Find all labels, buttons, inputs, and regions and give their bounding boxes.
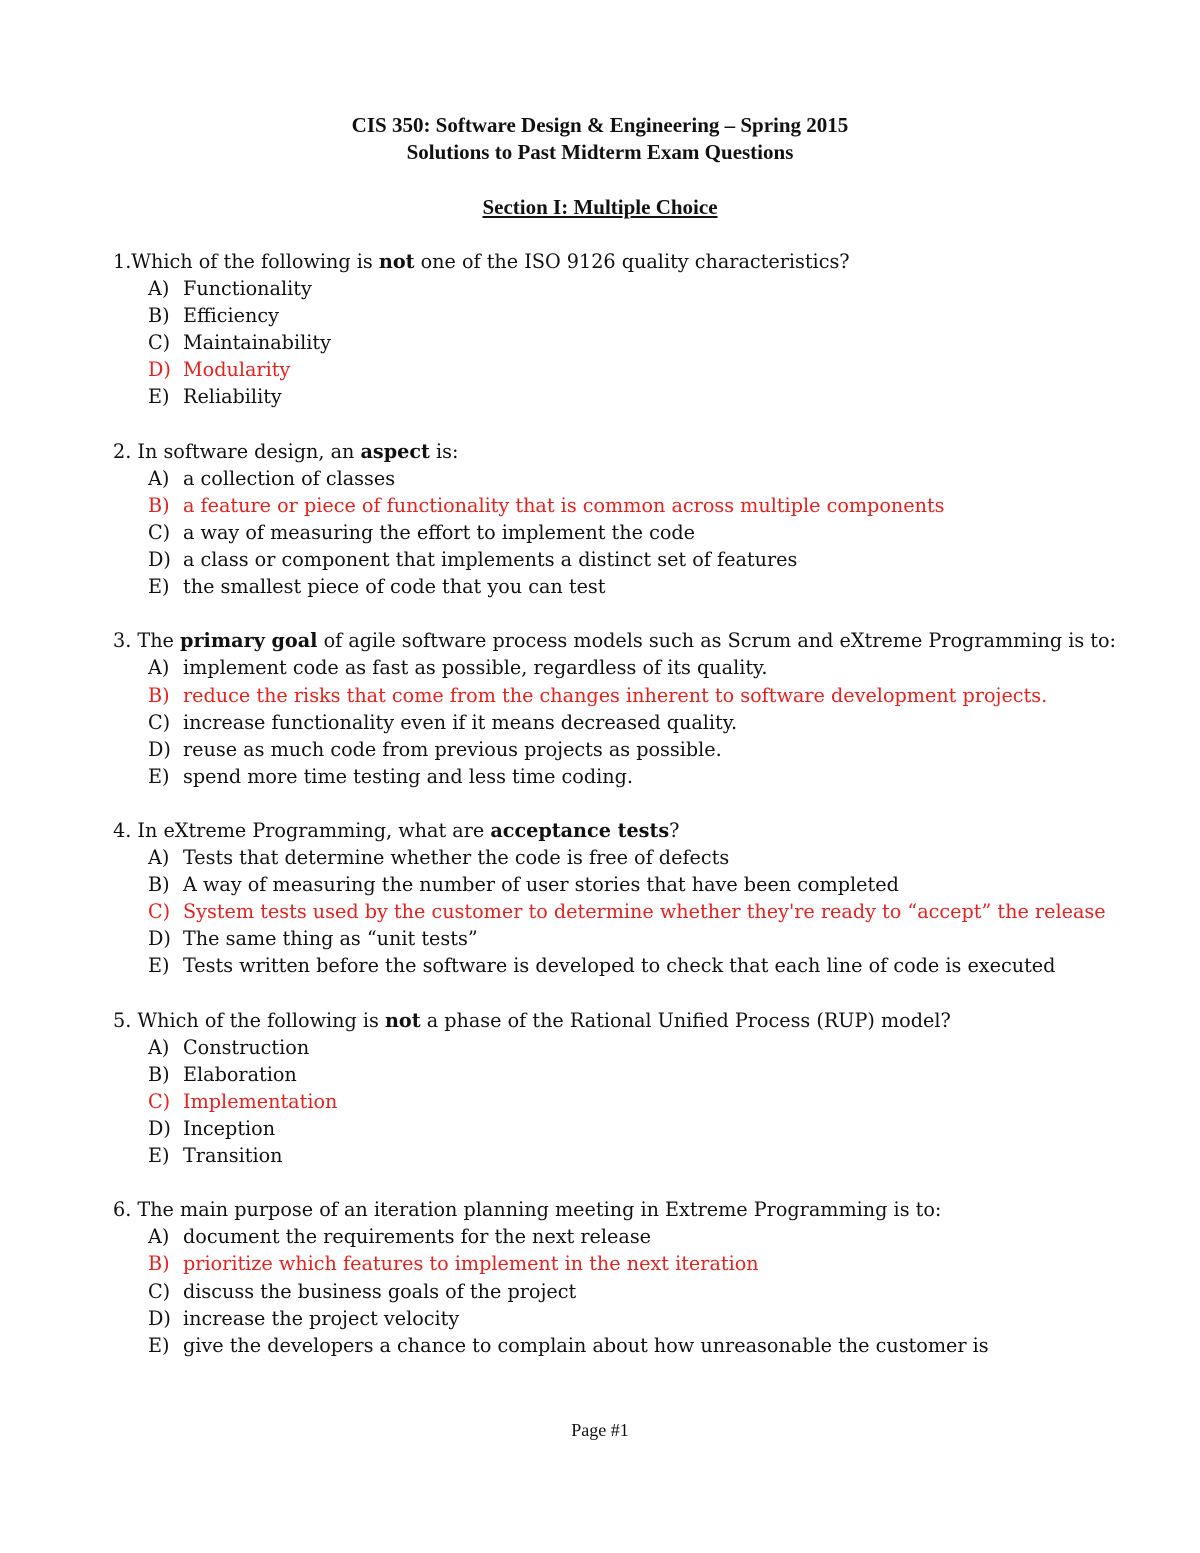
option-text: a class or component that implements a distinct set of features	[183, 548, 798, 572]
answer-option	[113, 654, 1193, 681]
answer-option-correct	[113, 682, 1193, 709]
answer-option	[113, 1305, 1193, 1332]
option-text: A way of measuring the number of user stories that have been completed	[183, 873, 899, 897]
question-stem	[113, 248, 1193, 275]
question-stem-text: 1.Which of the following is	[113, 250, 379, 273]
question-4	[113, 817, 1193, 980]
question-keyword: primary goal	[180, 629, 318, 653]
option-text: document the requirements for the next release	[183, 1225, 652, 1249]
question-stem-text: 4. In eXtreme Programming, what are	[113, 818, 491, 842]
option-letter: D)	[148, 1117, 171, 1140]
document-title: CIS 350: Software Design & Engineering – Spring 2015	[351, 113, 849, 137]
option-text: a way of measuring the effort to implement the code	[183, 520, 696, 544]
question-stem	[113, 438, 1193, 465]
answer-option	[113, 763, 1193, 790]
question-stem-text: a phase of the Rational Unified Process (RUP) model?	[420, 1008, 951, 1032]
option-letter: B)	[148, 304, 170, 328]
answer-options	[113, 654, 1193, 789]
answer-option	[113, 1061, 1193, 1088]
option-letter: C)	[148, 331, 171, 355]
answer-option	[113, 1332, 1193, 1359]
question-list	[113, 248, 1193, 1386]
option-text: a collection of classes	[183, 466, 396, 490]
option-letter: B)	[148, 683, 170, 707]
question-keyword: not	[384, 1008, 421, 1032]
answer-option	[113, 302, 1193, 329]
option-letter: E)	[148, 764, 170, 788]
option-letter: C)	[148, 900, 171, 924]
answer-option	[113, 709, 1193, 736]
document-subtitle: Solutions to Past Midterm Exam Questions	[406, 140, 794, 164]
option-text: Functionality	[183, 277, 312, 301]
option-letter: A)	[148, 846, 170, 870]
option-letter: E)	[148, 954, 170, 978]
question-stem-text: of agile software process models such as Scrum and eXtreme Programming is to:	[317, 629, 1117, 653]
option-letter: E)	[148, 1333, 170, 1357]
question-1	[113, 248, 1193, 411]
option-letter: A)	[148, 277, 170, 301]
answer-options	[113, 1223, 1193, 1358]
question-5	[113, 1007, 1193, 1170]
option-text: spend more time testing and less time coding.	[183, 764, 634, 788]
option-text: Tests that determine whether the code is free of defects	[183, 846, 730, 870]
answer-option	[113, 925, 1193, 952]
option-letter: D)	[148, 737, 171, 761]
question-stem-text: is:	[429, 439, 459, 463]
option-text: give the developers a chance to complain about how unreasonable the customer is	[183, 1333, 989, 1357]
question-6	[113, 1196, 1193, 1359]
option-letter: E)	[148, 385, 170, 409]
answer-option	[113, 573, 1193, 600]
question-2	[113, 438, 1193, 601]
answer-options	[113, 844, 1193, 979]
answer-option	[113, 736, 1193, 763]
question-stem	[113, 1196, 1193, 1223]
option-letter: C)	[148, 710, 171, 734]
answer-option	[113, 844, 1193, 871]
answer-option-correct	[113, 1088, 1193, 1115]
answer-option-correct	[113, 1250, 1193, 1277]
option-text: Transition	[183, 1144, 283, 1168]
option-letter: A)	[148, 1225, 170, 1249]
answer-option	[113, 1142, 1193, 1169]
question-stem	[113, 817, 1193, 844]
option-text: reuse as much code from previous projects as possible.	[183, 737, 722, 761]
answer-option	[113, 329, 1193, 356]
option-letter: C)	[148, 1279, 171, 1303]
option-letter: A)	[148, 466, 170, 490]
option-letter: D)	[148, 548, 171, 572]
option-text: a feature or piece of functionality that is common across multiple components	[183, 493, 945, 517]
option-text: Maintainability	[183, 331, 331, 355]
answer-option	[113, 1034, 1193, 1061]
option-text: Reliability	[183, 385, 282, 409]
answer-option	[113, 465, 1193, 492]
answer-option-correct	[113, 898, 1193, 925]
question-stem-text: 6. The main purpose of an iteration planning meeting in Extreme Programming is to:	[113, 1198, 942, 1222]
question-keyword: aspect	[360, 439, 430, 463]
answer-option	[113, 519, 1193, 546]
answer-options	[113, 275, 1193, 410]
page-number: Page #1	[571, 1420, 629, 1440]
answer-option	[113, 871, 1193, 898]
answer-option	[113, 275, 1193, 302]
answer-options	[113, 1034, 1193, 1169]
option-letter: D)	[148, 1306, 171, 1330]
option-text: increase the project velocity	[183, 1306, 460, 1330]
question-stem	[113, 627, 1193, 654]
question-stem	[113, 1007, 1193, 1034]
question-stem-text: 3. The	[113, 629, 181, 653]
option-text: reduce the risks that come from the changes inherent to software development projects.	[183, 683, 1048, 707]
option-letter: A)	[148, 1035, 170, 1059]
option-text: prioritize which features to implement in the next iteration	[183, 1252, 759, 1276]
document-header	[0, 112, 1200, 166]
option-text: implement code as fast as possible, regardless of its quality.	[183, 656, 768, 680]
option-letter: B)	[148, 493, 170, 517]
question-stem-text: 2. In software design, an	[113, 439, 361, 463]
option-text: the smallest piece of code that you can test	[183, 575, 606, 599]
option-text: Efficiency	[183, 304, 279, 328]
option-letter: D)	[148, 927, 171, 951]
answer-option	[113, 1223, 1193, 1250]
option-letter: E)	[148, 1144, 170, 1168]
option-letter: C)	[148, 520, 171, 544]
question-stem-text: 5. Which of the following is	[113, 1008, 385, 1032]
option-text: Tests written before the software is developed to check that each line of code is executed	[183, 954, 1056, 978]
option-text: System tests used by the customer to determine whether they're ready to “accept” the release	[183, 900, 1106, 924]
question-stem-text: ?	[669, 818, 680, 842]
question-keyword: acceptance tests	[490, 818, 670, 842]
answer-option	[113, 1115, 1193, 1142]
option-text: Implementation	[183, 1089, 338, 1113]
answer-option	[113, 383, 1193, 410]
option-letter: C)	[148, 1089, 171, 1113]
answer-options	[113, 465, 1193, 600]
option-text: Elaboration	[183, 1062, 297, 1086]
question-keyword: not	[378, 250, 415, 273]
option-text: Inception	[183, 1117, 276, 1140]
option-letter: D)	[148, 358, 171, 382]
section-heading: Section I: Multiple Choice	[482, 195, 718, 219]
option-text: The same thing as “unit tests”	[183, 927, 478, 951]
question-stem-text: one of the ISO 9126 quality characteristics?	[414, 250, 850, 273]
answer-option-correct	[113, 492, 1193, 519]
answer-option-correct	[113, 356, 1193, 383]
option-letter: E)	[148, 575, 170, 599]
question-3	[113, 627, 1193, 790]
option-letter: A)	[148, 656, 170, 680]
option-letter: B)	[148, 873, 170, 897]
option-text: Modularity	[183, 358, 291, 382]
answer-option	[113, 952, 1193, 979]
option-letter: B)	[148, 1252, 170, 1276]
answer-option	[113, 546, 1193, 573]
option-letter: B)	[148, 1062, 170, 1086]
answer-option	[113, 1278, 1193, 1305]
option-text: Construction	[183, 1035, 310, 1059]
option-text: discuss the business goals of the project	[183, 1279, 577, 1303]
option-text: increase functionality even if it means decreased quality.	[183, 710, 738, 734]
